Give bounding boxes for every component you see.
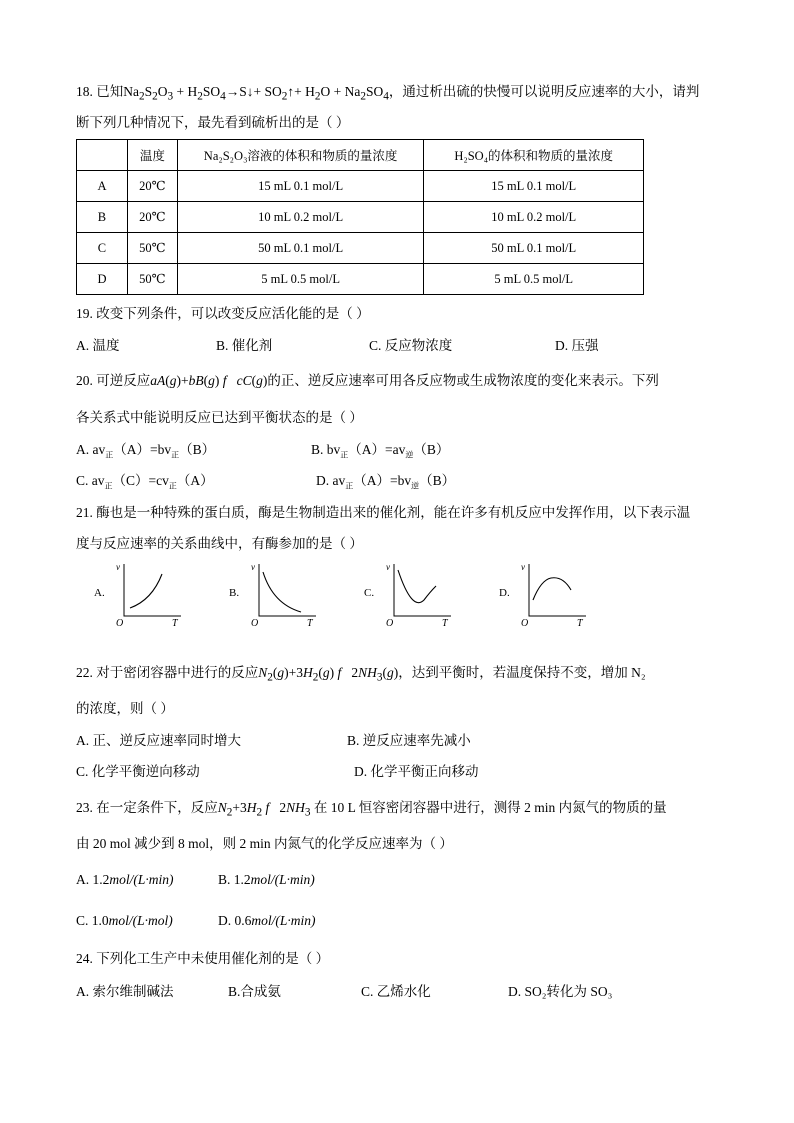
q20-stem-line1: 20. 可逆反应aA(g)+bB(g) f cC(g)的正、逆反应速率可用各反应物或生成物浓度的变化来表示。下列	[76, 373, 659, 388]
axis-t-label: T	[307, 618, 313, 629]
axes	[259, 564, 316, 616]
q24-option-a[interactable]: A. 索尔维制碱法	[76, 984, 174, 999]
q20-equation: aA	[150, 373, 166, 388]
table-cell: 20℃	[127, 202, 177, 233]
q24-stem: 24. 下列化工生产中未使用催化剂的是（ ）	[76, 951, 330, 966]
axis-origin-label: O	[251, 618, 259, 629]
q20-stem-line2: 各关系式中能说明反应已达到平衡状态的是（ ）	[76, 410, 363, 425]
axis-t-label: T	[172, 618, 178, 629]
q18-table	[76, 139, 644, 295]
q24-option-b[interactable]: B.合成氨	[228, 984, 281, 999]
q19-option-a[interactable]: A. 温度	[76, 338, 120, 353]
table-cell: 50 mL 0.1 mol/L	[424, 233, 644, 264]
q23-option-d[interactable]: D. 0.6mol/(L·min)	[218, 913, 316, 928]
q18-stem-line2: 断下列几种情况下，最先看到硫析出的是（ ）	[76, 115, 350, 130]
q24-option-c[interactable]: C. 乙烯水化	[361, 984, 431, 999]
q19-option-d[interactable]: D. 压强	[555, 338, 599, 353]
axis-v-label: v	[251, 562, 255, 572]
curve	[263, 572, 301, 612]
table-cell: 5 mL 0.5 mol/L	[177, 264, 424, 295]
table-row	[77, 171, 644, 202]
q22-stem-line1: 22. 对于密闭容器中进行的反应$N_2(g)+3H_2(g)$ f $2NH_3(g)$，达到平衡时，若温度保持不变，增加 N₂	[76, 665, 646, 684]
q20-option-b[interactable]: B. $bv_正(A)=av_逆(B)$	[311, 442, 450, 460]
table-cell: 10 mL 0.2 mol/L	[177, 202, 424, 233]
q21-stem-line1: 21. 酶也是一种特殊的蛋白质，酶是生物制造出来的催化剂，能在许多有机反应中发挥作用，以下表示温	[76, 505, 691, 520]
plot-label: D.	[499, 587, 510, 599]
axes	[394, 564, 451, 616]
q21-plot-c[interactable]	[356, 560, 448, 632]
curve	[398, 570, 436, 603]
axis-origin-label: O	[521, 618, 529, 629]
q23-equation: $N_2+3H_2$ f $2NH_3$	[217, 800, 311, 819]
q20-option-c[interactable]: C. $av_正(C)=cv_正(A)$	[76, 473, 214, 491]
q22-stem-line2: 的浓度，则（ ）	[76, 701, 174, 716]
q21-stem-line2: 度与反应速率的关系曲线中，有酶参加的是（ ）	[76, 536, 363, 551]
q21-plot-a[interactable]	[86, 560, 178, 632]
q19-option-c[interactable]: C. 反应物浓度	[369, 338, 453, 353]
table-cell: A	[77, 171, 128, 202]
axis-origin-label: O	[116, 618, 124, 629]
table-cell: 50℃	[127, 264, 177, 295]
table-cell: 50℃	[127, 233, 177, 264]
plot-a-graph	[86, 560, 186, 632]
q19-stem: 19. 改变下列条件，可以改变反应活化能的是（ ）	[76, 306, 370, 321]
table-header-row	[77, 140, 644, 171]
axis-v-label: v	[521, 562, 525, 572]
table-header-cell: Na₂S₂O₃溶液的体积和物质的量浓度	[177, 140, 424, 171]
axes	[124, 564, 181, 616]
plot-label: A.	[94, 587, 105, 599]
plot-c-graph	[356, 560, 456, 632]
axis-v-label: v	[116, 562, 120, 572]
table-cell: 5 mL 0.5 mol/L	[424, 264, 644, 295]
q21-plots	[86, 560, 598, 632]
plot-b-graph	[221, 560, 321, 632]
q21-plot-d[interactable]	[491, 560, 583, 632]
curve	[533, 578, 571, 600]
q20-option-d[interactable]: D. $av_正(A)=bv_逆(B)$	[316, 473, 456, 491]
table-row	[77, 264, 644, 295]
plot-label: B.	[229, 587, 240, 599]
table-cell: 15 mL 0.1 mol/L	[177, 171, 424, 202]
table-row	[77, 233, 644, 264]
q22-option-d[interactable]: D. 化学平衡正向移动	[354, 764, 479, 779]
q18-equation: $Na_2S_2O_3$ + $H_2SO_4\to S↓+$ $SO_2↑+ H_2O + Na_2SO_4$	[123, 84, 389, 103]
table-cell: D	[77, 264, 128, 295]
table-cell: 10 mL 0.2 mol/L	[424, 202, 644, 233]
axis-t-label: T	[442, 618, 448, 629]
table-cell: B	[77, 202, 128, 233]
q24-option-d[interactable]: D. SO₂转化为 SO₃	[508, 984, 613, 999]
q23-option-a[interactable]: A. 1.2mol/(L·min)	[76, 872, 174, 887]
table-cell: 15 mL 0.1 mol/L	[424, 171, 644, 202]
q22-option-b[interactable]: B. 逆反应速率先减小	[347, 733, 471, 748]
axis-v-label: v	[386, 562, 390, 572]
curve	[130, 574, 162, 608]
axis-origin-label: O	[386, 618, 394, 629]
table-header-cell: 温度	[127, 140, 177, 171]
q20-option-a[interactable]: A. $av_正(A)=bv_正(B)$	[76, 442, 216, 460]
plot-d-graph	[491, 560, 591, 632]
table-cell: 20℃	[127, 171, 177, 202]
q22-option-c[interactable]: C. 化学平衡逆向移动	[76, 764, 200, 779]
q23-stem-line2: 由 20 mol 减少到 8 mol，则 2 min 内氮气的化学反应速率为（ ）	[76, 836, 453, 851]
q22-equation: $N_2(g)+3H_2(g)$ f $2NH_3(g)$	[258, 665, 399, 684]
q21-plot-b[interactable]	[221, 560, 313, 632]
q23-option-c[interactable]: C. 1.0mol/(L·mol)	[76, 913, 173, 928]
table-row	[77, 202, 644, 233]
q19-option-b[interactable]: B. 催化剂	[216, 338, 273, 353]
table-header-cell	[77, 140, 128, 171]
q23-stem-line1: 23. 在一定条件下，反应$N_2+3H_2$ f $2NH_3$ 在 10 L 恒容密闭容器中进行，测得 2 min 内氮气的物质的量	[76, 800, 667, 819]
q22-option-a[interactable]: A. 正、逆反应速率同时增大	[76, 733, 241, 748]
q18-stem-line1: 18. 已知$Na_2S_2O_3$ + $H_2SO_4\to S↓+$ $SO_2↑+ H_2O + Na_2SO_4$，通过析出硫的快慢可以说明反应速率的大小，请判	[76, 84, 700, 103]
table-cell: C	[77, 233, 128, 264]
table-cell: 50 mL 0.1 mol/L	[177, 233, 424, 264]
q23-option-b[interactable]: B. 1.2mol/(L·min)	[218, 872, 315, 887]
plot-label: C.	[364, 587, 375, 599]
table-header-cell: H₂SO₄的体积和物质的量浓度	[424, 140, 644, 171]
axis-t-label: T	[577, 618, 583, 629]
